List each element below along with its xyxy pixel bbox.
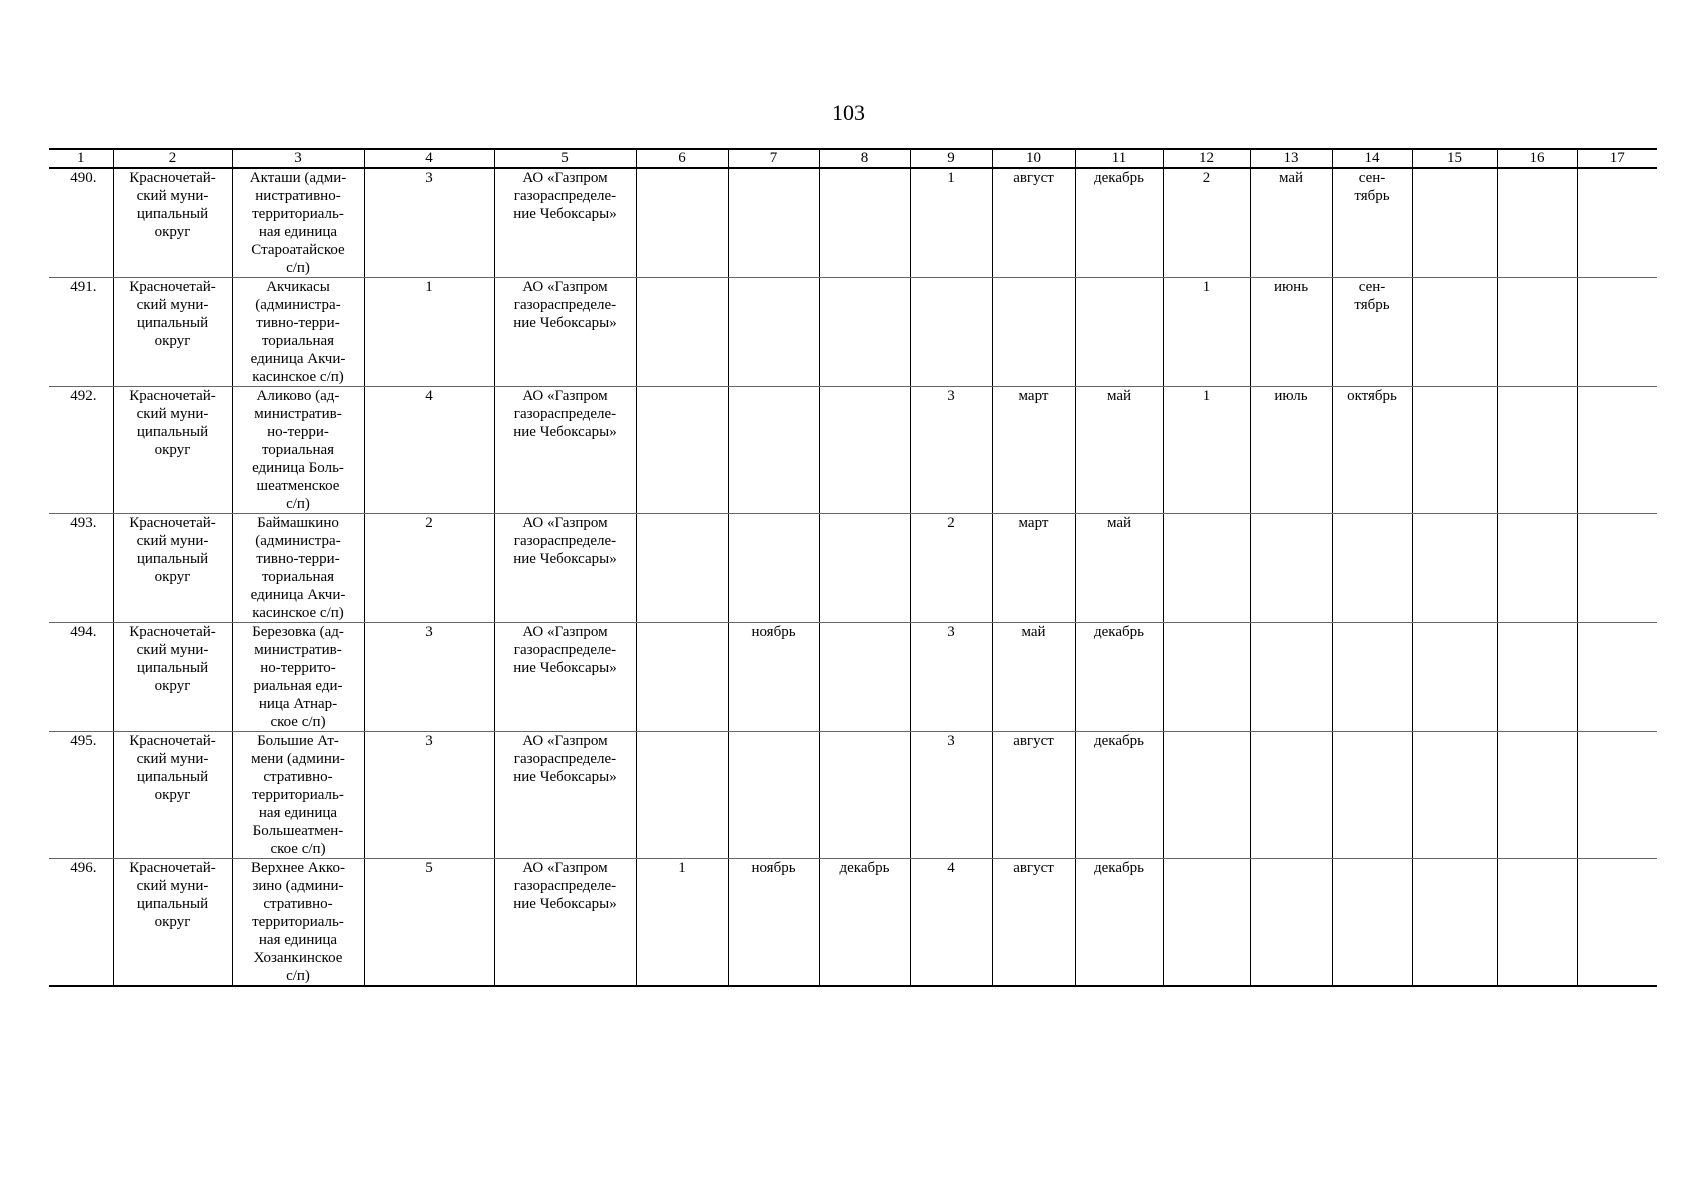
organization-cell (494, 278, 636, 387)
cell-col-13 (1250, 732, 1332, 859)
cell-col-8 (819, 859, 910, 987)
cell-col-9 (910, 623, 992, 732)
district-name: Красночетай- ский муни- ципальный округ (129, 388, 216, 458)
row-number: 490. (70, 170, 97, 186)
cell-col-14 (1332, 168, 1412, 278)
cell-value: август (1013, 860, 1054, 876)
cell-col-16 (1497, 514, 1577, 623)
organization-cell (494, 859, 636, 987)
cell-value: декабрь (1094, 860, 1144, 876)
table-row (49, 168, 1657, 278)
table-row (49, 387, 1657, 514)
cell-col-16 (1497, 387, 1577, 514)
cell-value: 3 (425, 624, 433, 640)
cell-col-15 (1412, 732, 1497, 859)
cell-value: август (1013, 170, 1054, 186)
cell-col-14 (1332, 732, 1412, 859)
row-number-cell (49, 168, 113, 278)
cell-col-12 (1163, 387, 1250, 514)
table-row (49, 732, 1657, 859)
column-header: 4 (364, 149, 494, 168)
cell-col-16 (1497, 278, 1577, 387)
cell-col-15 (1412, 623, 1497, 732)
cell-col-6 (636, 859, 728, 987)
cell-col-6 (636, 387, 728, 514)
organization-name: АО «Газпром газораспределе- ние Чебоксары» (513, 733, 617, 785)
cell-value: сен- тябрь (1354, 170, 1390, 204)
cell-value: декабрь (1094, 624, 1144, 640)
row-number: 495. (70, 733, 97, 749)
cell-col-11 (1075, 278, 1163, 387)
cell-col-7 (728, 514, 819, 623)
cell-col-8 (819, 623, 910, 732)
district-name: Красночетай- ский муни- ципальный округ (129, 515, 216, 585)
cell-value: март (1018, 388, 1049, 404)
cell-col-4 (364, 514, 494, 623)
district-cell (113, 623, 232, 732)
cell-col-16 (1497, 859, 1577, 987)
cell-col-12 (1163, 859, 1250, 987)
cell-col-17 (1577, 278, 1657, 387)
organization-cell (494, 623, 636, 732)
cell-col-10 (992, 278, 1075, 387)
cell-col-9 (910, 278, 992, 387)
cell-value: ноябрь (751, 624, 796, 640)
settlement-cell (232, 623, 364, 732)
cell-col-14 (1332, 514, 1412, 623)
row-number-cell (49, 514, 113, 623)
settlement-name: Акчикасы (администра- тивно-терри- ториальная единица Акчи- касинское с/п) (250, 279, 346, 385)
row-number: 491. (70, 279, 97, 295)
cell-col-13 (1250, 623, 1332, 732)
district-name: Красночетай- ский муни- ципальный округ (129, 860, 216, 930)
cell-col-17 (1577, 623, 1657, 732)
settlement-cell (232, 732, 364, 859)
cell-value: май (1021, 624, 1046, 640)
organization-name: АО «Газпром газораспределе- ние Чебоксары» (513, 515, 617, 567)
organization-cell (494, 387, 636, 514)
cell-value: 1 (678, 860, 686, 876)
column-header: 6 (636, 149, 728, 168)
cell-col-9 (910, 514, 992, 623)
cell-col-4 (364, 387, 494, 514)
settlement-cell (232, 859, 364, 987)
cell-col-17 (1577, 387, 1657, 514)
cell-col-14 (1332, 278, 1412, 387)
cell-col-12 (1163, 278, 1250, 387)
cell-value: май (1106, 515, 1132, 531)
cell-col-6 (636, 732, 728, 859)
cell-col-9 (910, 168, 992, 278)
district-cell (113, 278, 232, 387)
cell-value: 1 (1202, 388, 1211, 404)
cell-col-11 (1075, 623, 1163, 732)
organization-name: АО «Газпром газораспределе- ние Чебоксары» (513, 170, 617, 222)
cell-col-15 (1412, 168, 1497, 278)
schedule-table (49, 148, 1657, 987)
table-row (49, 859, 1657, 987)
cell-col-11 (1075, 168, 1163, 278)
cell-value: 3 (425, 170, 433, 186)
row-number-cell (49, 278, 113, 387)
table-row (49, 623, 1657, 732)
cell-col-9 (910, 732, 992, 859)
settlement-cell (232, 514, 364, 623)
cell-col-6 (636, 623, 728, 732)
cell-col-17 (1577, 732, 1657, 859)
cell-col-6 (636, 514, 728, 623)
cell-value: 3 (425, 733, 433, 749)
cell-col-7 (728, 168, 819, 278)
cell-col-12 (1163, 732, 1250, 859)
cell-col-14 (1332, 387, 1412, 514)
row-number-cell (49, 732, 113, 859)
column-header: 13 (1250, 149, 1332, 168)
cell-col-7 (728, 732, 819, 859)
cell-col-11 (1075, 514, 1163, 623)
cell-value: июнь (1273, 279, 1309, 295)
cell-col-12 (1163, 168, 1250, 278)
cell-col-16 (1497, 168, 1577, 278)
settlement-name: Баймашкино (администра- тивно-терри- ториальная единица Акчи- касинское с/п) (250, 515, 346, 621)
column-header: 17 (1577, 149, 1657, 168)
column-header: 3 (232, 149, 364, 168)
column-header: 7 (728, 149, 819, 168)
cell-col-8 (819, 514, 910, 623)
row-number: 492. (70, 388, 97, 404)
organization-cell (494, 514, 636, 623)
cell-value: август (1013, 733, 1054, 749)
cell-value: 1 (425, 279, 433, 295)
cell-value: 3 (947, 733, 955, 749)
cell-col-15 (1412, 278, 1497, 387)
cell-col-12 (1163, 623, 1250, 732)
settlement-name: Березовка (ад- министратив- но-террито- риальная еди- ница Атнар- ское с/п) (252, 624, 344, 730)
cell-col-13 (1250, 278, 1332, 387)
settlement-name: Верхнее Акко- зино (админи- стративно- территориаль- ная единица Хозанкинское с/п) (251, 860, 345, 984)
cell-value: ноябрь (751, 860, 796, 876)
organization-name: АО «Газпром газораспределе- ние Чебоксары» (513, 279, 617, 331)
cell-col-16 (1497, 623, 1577, 732)
cell-col-10 (992, 387, 1075, 514)
cell-col-8 (819, 278, 910, 387)
page-number: 103 (832, 100, 865, 125)
cell-value: 2 (947, 515, 955, 531)
cell-col-9 (910, 859, 992, 987)
cell-col-13 (1250, 859, 1332, 987)
organization-name: АО «Газпром газораспределе- ние Чебоксары» (513, 388, 617, 440)
cell-value: май (1278, 170, 1304, 186)
column-header: 2 (113, 149, 232, 168)
cell-col-12 (1163, 514, 1250, 623)
cell-col-7 (728, 278, 819, 387)
cell-col-11 (1075, 387, 1163, 514)
cell-col-11 (1075, 732, 1163, 859)
cell-col-4 (364, 278, 494, 387)
cell-col-4 (364, 168, 494, 278)
column-header: 12 (1163, 149, 1250, 168)
row-number-cell (49, 387, 113, 514)
cell-col-13 (1250, 514, 1332, 623)
cell-col-16 (1497, 732, 1577, 859)
cell-col-7 (728, 859, 819, 987)
district-cell (113, 387, 232, 514)
column-header: 1 (49, 149, 113, 168)
cell-value: 4 (947, 860, 955, 876)
cell-value: 4 (425, 388, 433, 404)
column-header: 8 (819, 149, 910, 168)
cell-col-14 (1332, 859, 1412, 987)
cell-value: декабрь (1094, 733, 1144, 749)
column-header: 11 (1075, 149, 1163, 168)
table-body (49, 168, 1657, 986)
cell-col-17 (1577, 514, 1657, 623)
cell-col-4 (364, 623, 494, 732)
row-number: 494. (70, 624, 97, 640)
settlement-cell (232, 387, 364, 514)
cell-col-8 (819, 168, 910, 278)
cell-col-15 (1412, 387, 1497, 514)
cell-col-14 (1332, 623, 1412, 732)
column-header: 15 (1412, 149, 1497, 168)
organization-name: АО «Газпром газораспределе- ние Чебоксары» (513, 624, 617, 676)
column-number-row (49, 149, 1657, 168)
district-name: Красночетай- ский муни- ципальный округ (129, 624, 216, 694)
cell-value: 2 (1202, 170, 1211, 186)
column-header: 14 (1332, 149, 1412, 168)
district-cell (113, 732, 232, 859)
cell-col-4 (364, 859, 494, 987)
district-name: Красночетай- ский муни- ципальный округ (129, 733, 216, 803)
organization-cell (494, 732, 636, 859)
cell-col-10 (992, 859, 1075, 987)
cell-col-13 (1250, 168, 1332, 278)
row-number: 493. (70, 515, 97, 531)
cell-col-6 (636, 168, 728, 278)
settlement-name: Акташи (адми- нистративно- территориаль- ная единица Староатайское с/п) (249, 170, 347, 276)
cell-col-9 (910, 387, 992, 514)
cell-col-13 (1250, 387, 1332, 514)
cell-col-7 (728, 387, 819, 514)
cell-col-4 (364, 732, 494, 859)
row-number-cell (49, 859, 113, 987)
cell-value: октябрь (1347, 388, 1397, 404)
district-cell (113, 168, 232, 278)
cell-value: май (1106, 388, 1132, 404)
district-cell (113, 514, 232, 623)
organization-name: АО «Газпром газораспределе- ние Чебоксары» (513, 860, 617, 912)
cell-col-6 (636, 278, 728, 387)
row-number-cell (49, 623, 113, 732)
cell-value: 5 (425, 860, 433, 876)
district-name: Красночетай- ский муни- ципальный округ (129, 279, 216, 349)
cell-col-8 (819, 387, 910, 514)
cell-value: декабрь (1094, 170, 1144, 186)
district-cell (113, 859, 232, 987)
column-header: 9 (910, 149, 992, 168)
cell-value: 1 (1202, 279, 1211, 295)
settlement-name: Аликово (ад- министратив- но-терри- ториальная единица Боль- шеатменское с/п) (252, 388, 344, 512)
cell-col-8 (819, 732, 910, 859)
cell-col-17 (1577, 859, 1657, 987)
cell-value: 2 (425, 515, 433, 531)
column-header: 10 (992, 149, 1075, 168)
cell-col-10 (992, 732, 1075, 859)
cell-col-15 (1412, 859, 1497, 987)
cell-value: декабрь (839, 860, 890, 876)
cell-col-10 (992, 623, 1075, 732)
row-number: 496. (70, 860, 97, 876)
organization-cell (494, 168, 636, 278)
cell-col-7 (728, 623, 819, 732)
column-header: 5 (494, 149, 636, 168)
district-name: Красночетай- ский муни- ципальный округ (129, 170, 216, 240)
settlement-name: Большие Ат- мени (админи- стративно- территориаль- ная единица Большеатмен- ское с/п) (251, 733, 345, 857)
settlement-cell (232, 278, 364, 387)
cell-col-15 (1412, 514, 1497, 623)
cell-col-11 (1075, 859, 1163, 987)
table-row (49, 278, 1657, 387)
cell-value: 3 (947, 388, 955, 404)
cell-value: 1 (947, 170, 955, 186)
column-header: 16 (1497, 149, 1577, 168)
cell-col-10 (992, 168, 1075, 278)
cell-col-10 (992, 514, 1075, 623)
settlement-cell (232, 168, 364, 278)
cell-col-17 (1577, 168, 1657, 278)
cell-value: сен- тябрь (1354, 279, 1390, 313)
cell-value: июль (1274, 388, 1308, 404)
cell-value: март (1018, 515, 1049, 531)
cell-value: 3 (947, 624, 955, 640)
table-row (49, 514, 1657, 623)
